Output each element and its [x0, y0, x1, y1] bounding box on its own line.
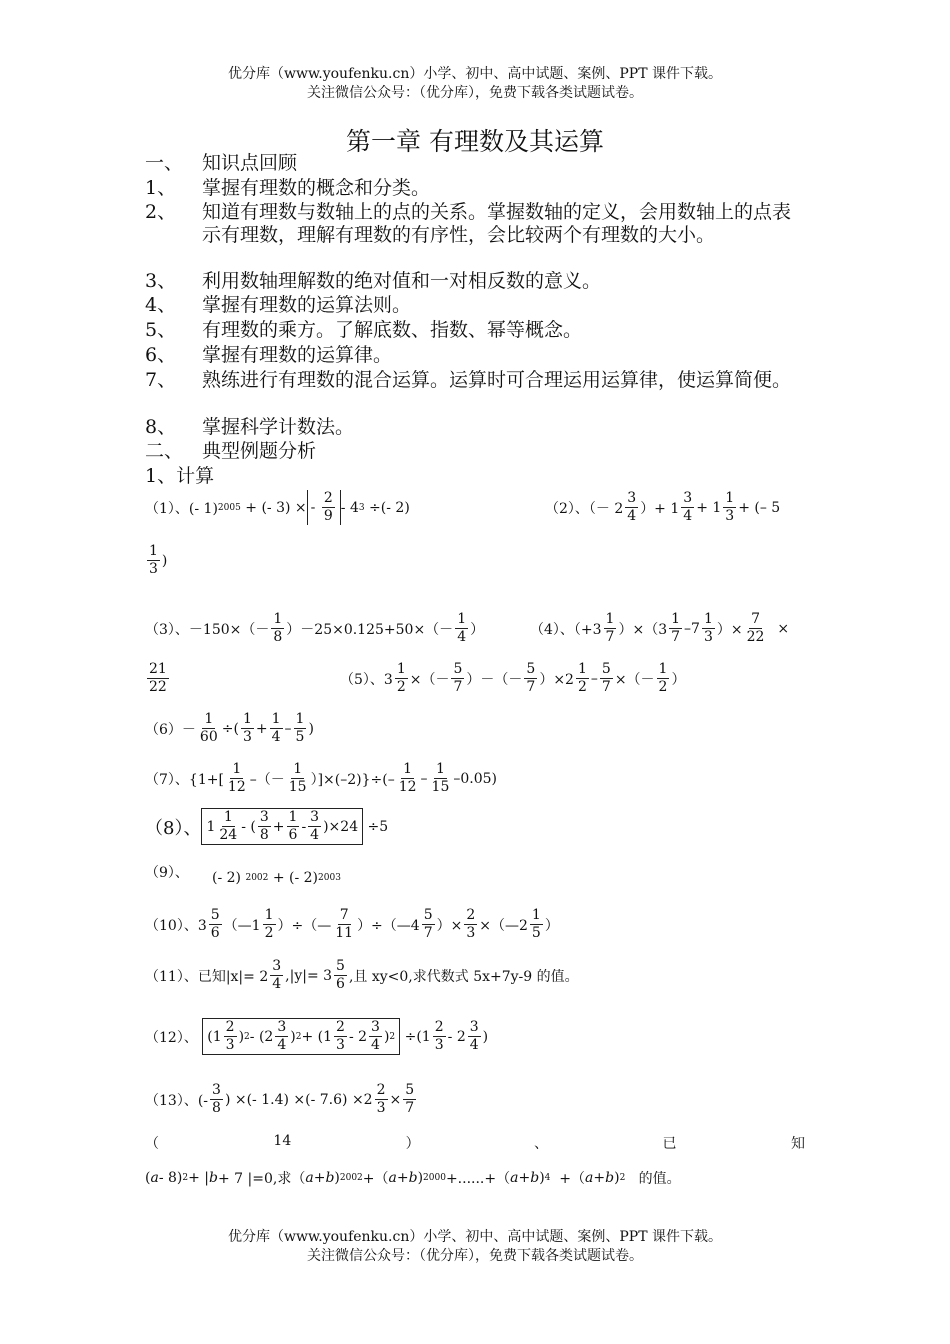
point-5: 5、 有理数的乘方。了解底数、指数、幂等概念。	[145, 319, 583, 341]
point-2-text: 知道有理数与数轴上的点的关系。掌握数轴的定义，会用数轴上的点表示有理数，理解有理数的有序性，会比较两个有理数的大小。	[202, 201, 792, 246]
point-7-text: 熟练进行有理数的混合运算。运算时可合理运用运算律，使运算简便。	[202, 369, 792, 391]
point-1: 1、 掌握有理数的概念和分类。	[145, 177, 431, 199]
problem-5: （5）、3 1 2 ×（－ 5 7 ）－（－ 5 7 ）×2 1 2 – 5 7 ×（－ 1 2 ）	[340, 661, 686, 695]
problem-12: （12）、 (1 2 3 ) 2 - (2 3 4 ) 2 + (1 2 3 - 2 3 4 ) 2 ÷(1 2 3 - 2 3 4 )	[145, 1019, 489, 1053]
problem-9: (- 2) 2002 + (- 2) 2003	[212, 870, 341, 886]
problem-13: （13）、(- 3 8 ) ×(- 1.4) ×(- 7.6) ×2 2 3 × 5 7	[145, 1082, 415, 1116]
problem-6: （6）－ 1 60 ÷( 1 3 + 1 4 – 1 5 )	[145, 711, 314, 745]
footer-line-2: 关注微信公众号：（优分库），免费下载各类试题试卷。	[307, 1248, 643, 1264]
point-2-num: 2、	[145, 201, 177, 223]
problem-10: （10）、3 5 6 （—1 1 2 ）÷（— 7 11 ）÷（—4 5 7 ）× 2 3 ×（—2 1 5 ）	[145, 907, 559, 941]
problem-4-cont: 21 22	[149, 661, 167, 695]
subheading-calc: 1、计算	[145, 465, 215, 487]
section-heading-2: 二、 典型例题分析	[145, 440, 317, 462]
problem-14: ( a - 8) 2 + | b + 7 |=0,求（ a + b ) 2002 +（ a + b ) 2000 +......+（ a + b ) 4 +（ a + b ) 2 的值。	[145, 1170, 681, 1187]
header-line-2: 关注微信公众号：（优分库），免费下载各类试题试卷。	[307, 85, 643, 101]
page-title: 第一章 有理数及其运算	[346, 127, 604, 156]
footer-line-1: 优分库（www.youfenku.cn）小学、初中、高中试题、案例、PPT 课件下载。	[227, 1229, 722, 1245]
problem-8: （8）、 1 1 24 - ( 3 8 + 1 6 - 3 4 )×24 ÷5	[145, 809, 389, 843]
problem-1: （1）、(- 1) 2005 + (- 3) × - $\frac{2}{9}$ - 4 3 ÷(- 2)	[145, 490, 410, 524]
point-3: 3、 利用数轴理解数的绝对值和一对相反数的意义。	[145, 270, 602, 292]
problem-11: （11）、已知|x|= 2 3 4 ,|y|= 3 5 6 ,且 xy<0,求代数式 5x+7y-9 的值。	[145, 958, 579, 992]
problem-4: （4）、（+3 1 7 ）×（3 1 7 –7 1 3 ）× 7 22 ×	[530, 611, 790, 645]
problem-2: （2）、（－ 2 3 4 ）+ 1 3 4 + 1 1 3 + (– 5	[545, 490, 781, 524]
point-8: 8、 掌握科学计数法。	[145, 416, 355, 438]
section-heading-1: 一、 知识点回顾	[145, 152, 298, 174]
point-6: 6、 掌握有理数的运算律。	[145, 344, 393, 366]
point-7-num: 7、	[145, 369, 177, 391]
problem-2-cont: 1 3 )	[149, 543, 168, 577]
problem-14-label: （ 14 ） 、 已 知	[145, 1133, 805, 1152]
point-4: 4、 掌握有理数的运算法则。	[145, 294, 412, 316]
header-line-1: 优分库（www.youfenku.cn）小学、初中、高中试题、案例、PPT 课件下载。	[227, 66, 722, 82]
problem-9-label: （9）、	[145, 865, 189, 881]
problem-3: （3）、－150×（－ 1 8 ）－25×0.125+50×（－ 1 4 ）	[145, 611, 485, 645]
problem-7: （7）、{1+[ 1 12 –（－ 1 15 ）]×(–2)}÷(– 1 12 – 1 15 –0.05)	[145, 761, 497, 795]
